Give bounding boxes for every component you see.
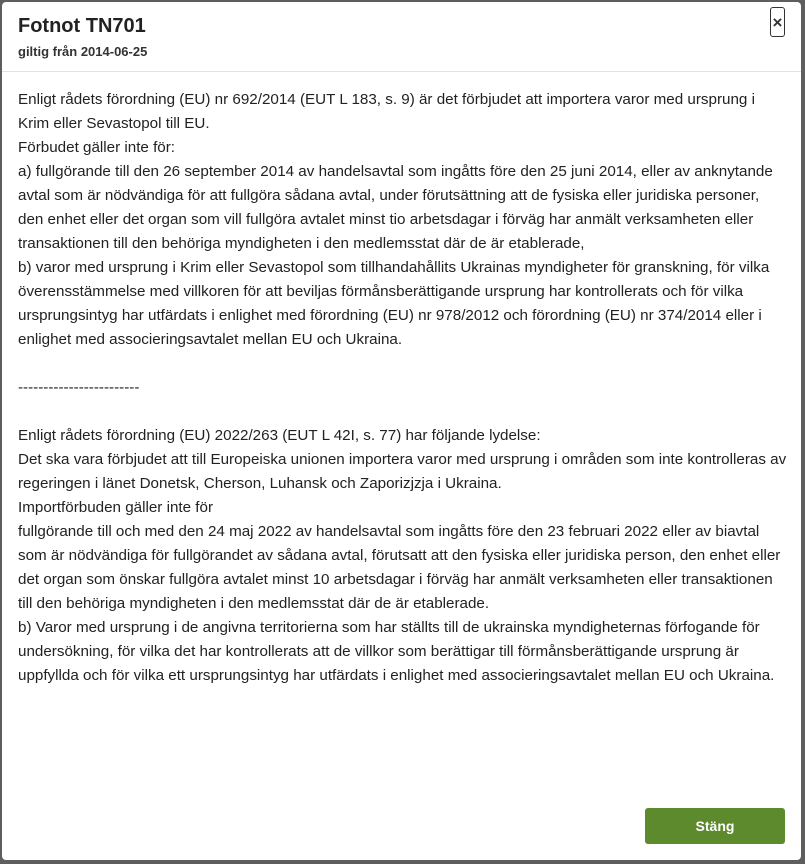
- separator-line: ------------------------: [18, 379, 140, 396]
- paragraph: b) Varor med ursprung i de angivna territorierna som har ställts till de ukrainska myndigheternas förfogande för undersökning, för vilka det har kontrollerats att de villkor som berättigar till förmånsberättigande ursprung är uppfyllda och för vilka ett ursprungsintyg har utfärdats i enlighet med associeringsavtalet mellan EU och Ukraina.: [18, 619, 775, 684]
- paragraph: Enligt rådets förordning (EU) nr 692/2014 (EUT L 183, s. 9) är det förbjudet att importera varor med ursprung i Krim eller Sevastopol till EU.: [18, 91, 755, 132]
- paragraph: Det ska vara förbjudet att till Europeiska unionen importera varor med ursprung i områden som inte kontrolleras av regeringen i länet Donetsk, Cherson, Luhansk och Zaporizjzja i Ukraina.: [18, 451, 787, 492]
- footnote-dialog: [2, 2, 801, 860]
- dialog-subtitle: giltig från 2014-06-25: [18, 44, 148, 59]
- paragraph: Importförbuden gäller inte för: [18, 499, 214, 516]
- paragraph: a) fullgörande till den 26 september 2014 av handelsavtal som ingåtts före den 25 juni 2014, eller av anknytande avtal som är nödvändiga för att fullgöra sådana avtal, under förutsättning att de fysiska eller juridiska personer, den enhet eller det organ som vill fullgöra avtalet minst tio arbetsdagar i förväg har anmält verksamheten eller transaktionen till den behöriga myndigheten i den medlemsstat där de är etablerade,: [18, 163, 773, 252]
- paragraph: fullgörande till och med den 24 maj 2022 av handelsavtal som ingåtts före den 23 februari 2022 eller av biavtal som är nödvändiga för fullgörandet av sådana avtal, förutsatt att den fysiska eller juridiska person, den enhet eller det organ som önskar fullgöra avtalet minst 10 arbetsdagar i förväg har anmält verksamheten eller transaktionen till den behöriga myndigheten i den medlemsstat där de är etablerade.: [18, 523, 781, 612]
- close-button[interactable]: Stäng: [645, 808, 785, 844]
- spacer: [18, 400, 788, 424]
- paragraph: Förbudet gäller inte för:: [18, 139, 176, 156]
- close-icon-button[interactable]: [770, 7, 785, 37]
- spacer: [18, 352, 788, 376]
- paragraph: b) varor med ursprung i Krim eller Sevastopol som tillhandahållits Ukrainas myndigheter för granskning, för vilka överensstämmelse med villkoren för att beviljas förmånsberättigande ursprung har kontrollerats och för vilka ursprungsintyg har utfärdats i enlighet med förordning (EU) nr 978/2012 och förordning (EU) nr 374/2014 eller i enlighet med associeringsavtalet mellan EU och Ukraina.: [18, 259, 770, 348]
- dialog-body: [18, 88, 788, 688]
- close-icon: ×: [772, 12, 783, 32]
- dialog-title: Fotnot TN701: [18, 15, 146, 37]
- dialog-header: [2, 2, 801, 72]
- paragraph: Enligt rådets förordning (EU) 2022/263 (EUT L 42I, s. 77) har följande lydelse:: [18, 427, 541, 444]
